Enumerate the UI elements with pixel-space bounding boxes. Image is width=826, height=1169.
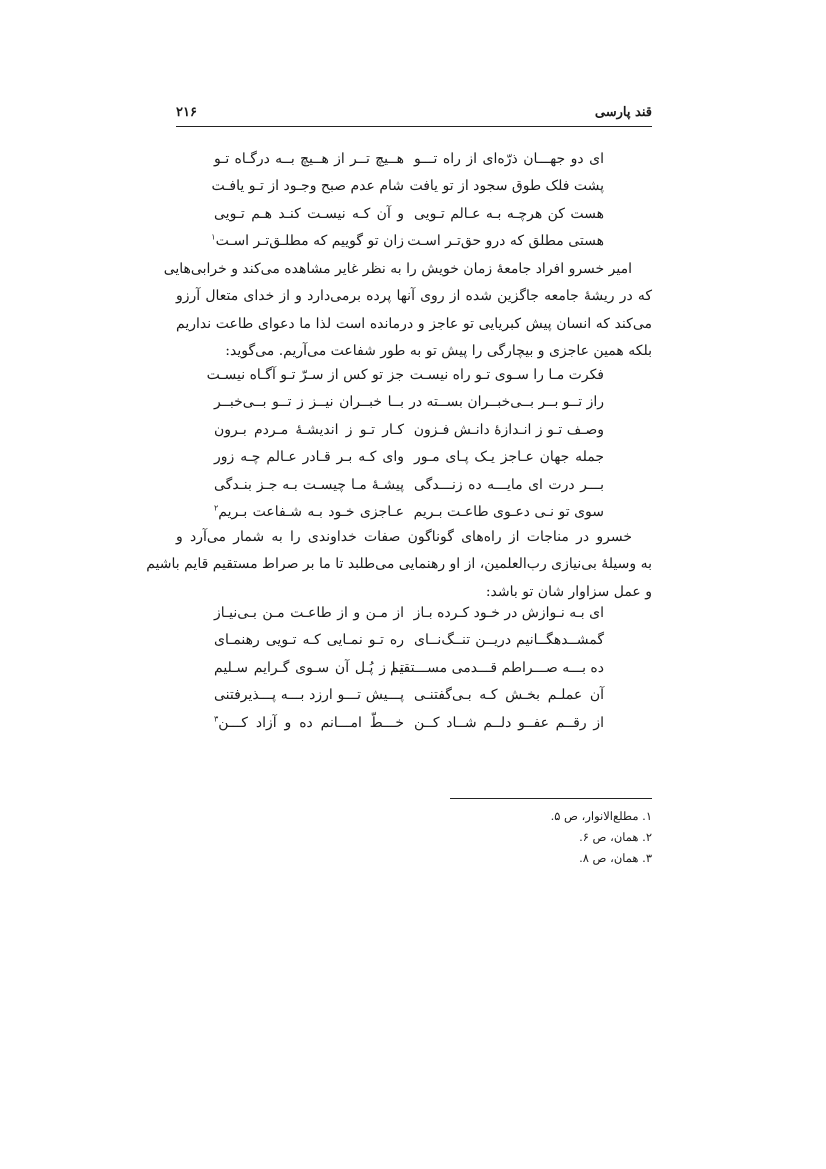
paragraph-line: و عمل سزاوار شان تو باشد:	[485, 583, 652, 600]
footnotes	[400, 806, 652, 869]
footnote-marker: ۱	[211, 232, 216, 242]
verse-row	[176, 655, 652, 682]
hemistich-left: وای کـه بـر قـادر عـالم چـه زور	[214, 449, 404, 466]
hemistich-left: هــیچ تــر از هــیچ بــه درگـاه تـو	[214, 151, 404, 167]
hemistich-right: بـــر درت ای مایـــه ده زنـــدگی	[414, 476, 604, 493]
footnote-divider	[450, 798, 652, 799]
hemistich-right: پشت فلک طوق سجود از تو یافت	[409, 178, 604, 195]
paragraph-line: خسرو در مناجات از راه‌های گوناگون صفات خداوندی را به شمار می‌آرد و	[176, 529, 632, 545]
verse-row	[176, 627, 652, 654]
footnote-marker: ۲	[214, 503, 219, 513]
verse-row	[176, 389, 652, 416]
hemistich-left: کـار تـو ز اندیشـۀ مـردم بـرون	[214, 421, 404, 438]
header-divider	[176, 126, 652, 127]
hemistich-left: بــا خبــران نیــز ز تــو بــی‌خبــر	[214, 394, 404, 411]
verse-row	[176, 600, 652, 627]
hemistich-left: شام عدم صبح وجـود از تـو یافـت	[211, 178, 404, 195]
hemistich-right: راز تــو بــر بــی‌خبــران بســته در	[409, 394, 604, 411]
verse-block-3	[176, 600, 652, 737]
hemistich-right: هستی مطلق که درو حق‌تـر اسـت	[407, 233, 604, 250]
footnote-3: ۳. همان، ص ۸.	[579, 851, 652, 865]
hemistich-left: و آن کـه نیسـت کنـد هـم تـویی	[214, 205, 404, 222]
footnote-2: ۲. همان، ص ۶.	[579, 830, 652, 844]
hemistich-right: سوی تو نـی دعـوی طاعـت بـریم	[413, 503, 604, 520]
hemistich-left: پـــیش تـــو ارزد بـــه پـــذیرفتنی	[214, 687, 404, 704]
hemistich-right: ای دو جهـــان ذرّه‌ای از راه تـــو	[414, 151, 604, 167]
hemistich-left: خـــطّ امـــانم ده و آزاد کـــن$^۳$	[214, 713, 404, 731]
paragraph-line: به وسیلۀ بی‌نیازی رب‌العلمین، از او رهنمایی می‌طلبد تا ما بر صراط مستقیم قایم باشیم	[146, 556, 652, 573]
paragraph-2	[146, 524, 652, 606]
verse-row	[176, 710, 652, 737]
hemistich-left: ره تـو نمـایی کـه تـویی رهنمـای	[214, 632, 404, 649]
running-header	[176, 100, 652, 124]
verse-row	[176, 682, 652, 709]
paragraph-line: بلکه همین عاجزی و بیچارگی را پیش تو به طور شفاعت می‌آریم. می‌گوید:	[225, 343, 652, 360]
verse-row	[176, 228, 652, 255]
hemistich-left: از مـن و از طاعـت مـن بـی‌نیـاز	[214, 605, 404, 621]
hemistich-right: فکرت مـا را سـوی تـو راه نیسـت	[409, 367, 604, 383]
verse-row	[176, 146, 652, 173]
page-number: ۲۱۶	[176, 104, 197, 120]
verse-row	[176, 499, 652, 526]
hemistich-right: هست کن هرچـه بـه عـالم تـویی	[414, 205, 604, 222]
verse-row	[176, 417, 652, 444]
verse-block-1	[176, 146, 652, 256]
paragraph-line: که در ریشۀ جامعه جاگزین شده از روی آنها پرده برمی‌دارد و از خدای متعال آرزو	[176, 288, 652, 305]
hemistich-right: ای بـه نـوازش در خـود کـرده بـاز	[413, 605, 604, 621]
verse-row	[176, 362, 652, 389]
footnote-1: ۱. مطلع‌الانوار، ص ۵.	[550, 809, 652, 823]
hemistich-right: از رقــم عفــو دلــم شــاد کــن	[414, 714, 604, 731]
hemistich-left: زان تو گوییم که مطلـق‌تـر اسـت$^۱$	[211, 232, 404, 250]
paragraph-line: می‌کند که انسان پیش کبریایی تو عاجز و درمانده است لذا ما دعوای طاعت نداریم	[176, 315, 652, 332]
paragraph-line: امیر خسرو افراد جامعۀ زمان خویش را به نظر غایر مشاهده می‌کند و خرابی‌هایی	[163, 261, 632, 277]
footnote-marker: ۳	[214, 713, 219, 723]
hemistich-left: جز تو کس از سـرّ تـو آگـاه نیسـت	[206, 367, 404, 383]
hemistich-left: تـا ز پُـل آن سـوی گـرایم سـلیم	[214, 659, 404, 676]
hemistich-right: جمله جهان عـاجز یـک پـای مـور	[414, 449, 604, 466]
hemistich-right: آن عملـم بخـش کـه بـی‌گفتنـی	[414, 687, 604, 704]
hemistich-right: وصـف تـو ز انـدازۀ دانـش فـزون	[413, 421, 604, 438]
hemistich-right: گمشــدهگــانیم دریــن تنــگ‌نــای	[414, 632, 604, 649]
hemistich-right: ده بـــه صـــراطم قـــدمی مســـتقیم	[390, 659, 604, 676]
paragraph-1	[163, 256, 652, 366]
hemistich-left: پیشـۀ مـا چیسـت بـه جـز بنـدگی	[214, 476, 404, 493]
verse-row	[176, 472, 652, 499]
verse-row	[176, 201, 652, 228]
verse-block-2	[176, 362, 652, 526]
hemistich-left: عـاجزی خـود بـه شـفاعت بـریم$^۲$	[214, 503, 404, 520]
verse-row	[176, 444, 652, 471]
running-title: قند پارسی	[594, 104, 652, 120]
verse-row	[176, 173, 652, 200]
